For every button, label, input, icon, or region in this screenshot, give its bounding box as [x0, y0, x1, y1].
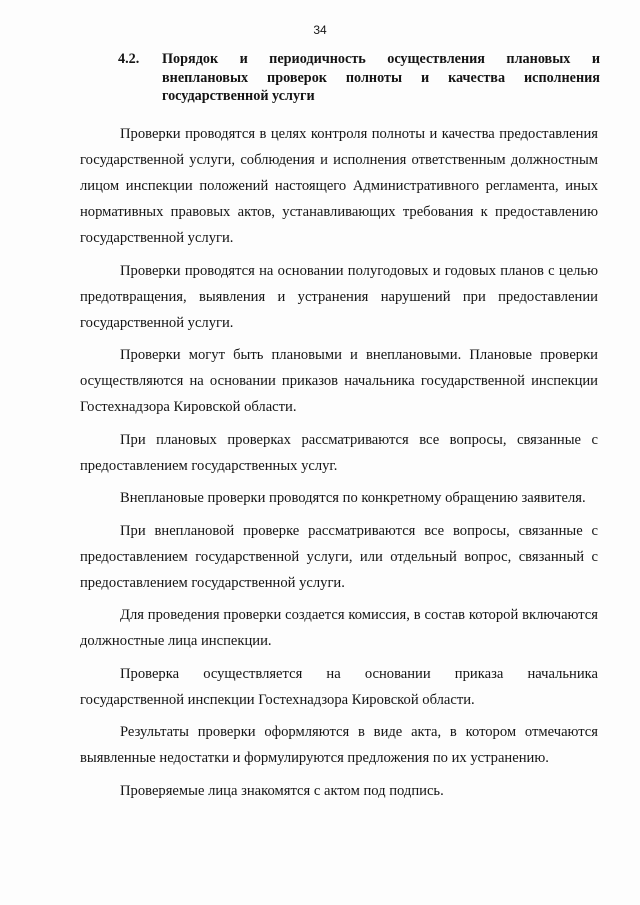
page-number: 34: [313, 23, 327, 37]
paragraph: Для проведения проверки создается комиссия, в состав которой включаются должностные лица инспекции.: [80, 607, 598, 649]
body-text: [80, 121, 598, 810]
section-number: 4.2.: [118, 51, 140, 67]
paragraph: При плановых проверках рассматриваются все вопросы, связанные с предоставлением государственных услуг.: [80, 431, 598, 474]
paragraph: Результаты проверки оформляются в виде акта, в котором отмечаются выявленные недостатки и формулируются предложения по их устранению.: [80, 724, 598, 766]
paragraph: Проверки могут быть плановыми и внеплановыми. Плановые проверки осуществляются на основании приказов начальника государственной инспекции Гостехнадзора Кировской области.: [80, 347, 598, 415]
paragraph: Проверки проводятся на основании полугодовых и годовых планов с целью предотвращения, выявления и устранения нарушений при предоставлении государственной услуги.: [80, 262, 598, 331]
section-heading: [118, 50, 600, 106]
paragraph: При внеплановой проверке рассматриваются все вопросы, связанные с предоставлением государственной услуги, или отдельный вопрос, связанный с предоставлением государственной услуги.: [80, 522, 598, 591]
paragraph: Внеплановые проверки проводятся по конкретному обращению заявителя.: [120, 490, 586, 506]
paragraph: Проверка осуществляется на основании приказа начальника государственной инспекции Гостехнадзора Кировской области.: [80, 665, 598, 708]
paragraph: Проверяемые лица знакомятся с актом под подпись.: [120, 782, 444, 799]
paragraph: Проверки проводятся в целях контроля полноты и качества предоставления государственной услуги, соблюдения и исполнения ответственным должностным лицом инспекции положений настоящего Административного регламента, иных нормативных правовых актов, устанавливающих требования к предоставлению государственной услуги.: [80, 126, 598, 246]
section-title: Порядок и периодичность осуществления плановых и внеплановых проверок полноты и качества исполнения государственной услуги: [162, 51, 600, 104]
